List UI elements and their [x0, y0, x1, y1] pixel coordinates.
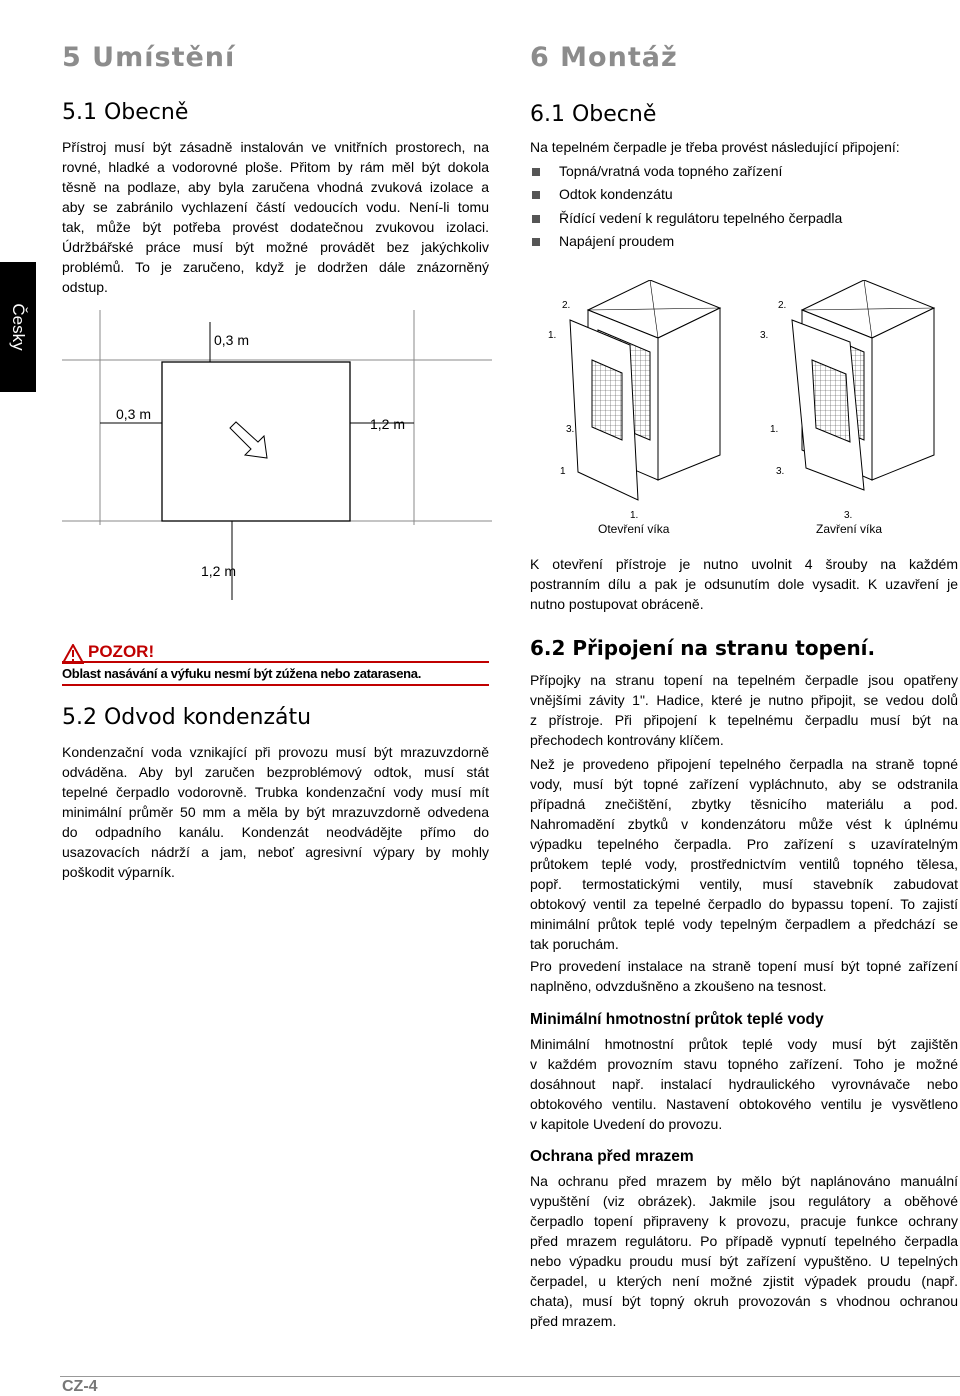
text-line: případná znečištění, zbytky těsnicího materiálu a pod. [530, 796, 958, 812]
section-5-1-body [62, 137, 489, 297]
text-line: naplněno, odvzdušněno a zkoušeno na tesnost. [530, 978, 827, 994]
fig-label-open-1: 2. [562, 300, 571, 311]
text-line: minimální průtok teplé vody tepelným čerpadlem a předchází se [530, 916, 958, 932]
bullet-square-icon [532, 168, 540, 176]
fig-label-close-5: 3. [844, 510, 853, 520]
text-line: rovné, hladké a vodorovné ploše. Přitom by rám měl být dokola [62, 159, 489, 175]
fig-label-open-3: 3. [566, 424, 575, 435]
dim-label-bottom: 1,2 m [201, 563, 237, 579]
text-line: postranním dílu a pak je odsunutím dole vysadit. K uzavření je [530, 576, 958, 592]
text-line: výpadku tepelného čerpadla. Pro zařízení s uzavíratelným [530, 836, 958, 852]
fig-label-close-3: 1. [770, 424, 779, 435]
dim-label-left: 0,3 m [116, 406, 152, 422]
text-line: Na ochranu před mrazem by mělo být naplánováno manuální [530, 1173, 958, 1189]
text-line: obtokového ventilu. Nastavení obtokového ventilu je vysvětleno [530, 1096, 958, 1112]
text-line: aby se zabránilo vychlazení částí vedoucích vodu. Není-li tomu [62, 199, 489, 215]
chapter-title-umisteni: 5 Umístění [62, 42, 236, 73]
fig-label-open-2: 1. [548, 330, 557, 341]
text-line: vody, musí být topné zařízení vypláchnuto, aby se odstranila [530, 776, 958, 792]
language-tab-label: Česky [9, 303, 28, 351]
clearance-diagram [62, 300, 492, 610]
figure-note [530, 554, 958, 614]
text-line: Nahromadění zbytků v kondenzátoru může vést k úplnému [530, 816, 958, 832]
text-line: Přípojky na stranu topení na tepelném čerpadle jsou opatřeny [530, 672, 958, 688]
caption-close-lid: Zavření víka [816, 522, 883, 536]
text-line: Přístroj musí být zásadně instalován ve vnitřních prostorech, na [62, 139, 489, 155]
text-line: Kondenzační voda vznikající při provozu musí být mrazuvzdorně [62, 744, 489, 760]
caption-open-lid: Otevření víka [598, 522, 670, 536]
section-title-6-1: 6.1 Obecně [530, 102, 657, 127]
list-item: Řídící vedení k regulátoru tepelného čerpadla [531, 207, 842, 230]
text-line: v kapitole Uvedení do provozu. [530, 1116, 723, 1132]
text-line: obtokový ventil za tepelné čerpadlo do bypassu topení. To zajistí [530, 896, 958, 912]
text-line: nebo výpadku proudu musí být zařízení vypuštěno. U tepelných [530, 1253, 958, 1269]
text-line: dosáhnout např. instalací hydraulického vyrovnávače nebo [530, 1076, 958, 1092]
frost-body [530, 1171, 958, 1331]
warning-title: POZOR! [88, 642, 155, 661]
text-line: čerpadel, u kterých není možné zjistit výpadek proudu (např. [530, 1273, 958, 1289]
fig-label-close-2: 3. [760, 330, 769, 341]
text-line: před mrazem regulátoru. Po případě vypnutí tepelného čerpadla [530, 1233, 958, 1249]
section-6-2-para-1 [530, 670, 958, 750]
warning-divider-bottom [62, 684, 489, 686]
dim-label-right: 1,2 m [370, 416, 406, 432]
section-6-2-para-2 [530, 754, 958, 954]
text-line: z přístroje. Při připojení k tepelnému čerpadlu musí být na [530, 712, 958, 728]
text-line: K otevření přístroje je nutno uvolnit 4 šrouby na každém [530, 556, 958, 572]
section-title-5-2: 5.2 Odvod kondenzátu [62, 705, 312, 730]
subsection-title-frost: Ochrana před mrazem [530, 1148, 694, 1165]
footer-divider [60, 1376, 960, 1377]
fig-label-close-1: 2. [778, 300, 787, 311]
text-line: tepelné čerpadlo vodorovně. Trubka kondenzační vody musí mít [62, 784, 489, 800]
text-line: poškodit výparník. [62, 864, 175, 880]
text-line: tak poruchám. [530, 936, 619, 952]
list-item: Odtok kondenzátu [531, 183, 842, 206]
bullet-square-icon [532, 215, 540, 223]
section-title-5-1: 5.1 Obecně [62, 100, 189, 125]
text-line: usazovacích nádrží a jam, neboť agresivní výpary by mohly [62, 844, 489, 860]
text-line: Než je provedeno připojení tepelného čerpadla na straně topné [530, 756, 958, 772]
chapter-title-montaz: 6 Montáž [530, 42, 678, 73]
heat-pump-closed [792, 280, 934, 490]
text-line: průtokem teplé vody, prostřednictvím ventilů topného tělesa, [530, 856, 958, 872]
text-line: chata), musí být topný okruh provozován s vhodnou ochranou [530, 1293, 958, 1309]
text-line: v každém provozním stavu topného zařízení. Toho je možné [530, 1056, 958, 1072]
page-number: CZ-4 [62, 1378, 98, 1395]
text-line: Údržbářské práce musí být možné provádět bez jakýchkoliv [62, 239, 489, 255]
list-item: Napájení proudem [531, 230, 842, 253]
text-line: čerpadlo topení připraveny k provozu, pracuje funkce ochrany [530, 1213, 958, 1229]
fig-label-close-4: 3. [776, 466, 785, 477]
text-line: minimální průměr 50 mm a měla by být mrazuvzdorně odvedena [62, 804, 489, 820]
text-line: problémů. To je zaručeno, když je dodržen dále znázorněný [62, 259, 489, 275]
text-line: těsně na podlaze, aby byla zaručena vhodná zvuková izolace a [62, 179, 489, 195]
text-line: vnějšími závity 1". Hadice, které je nutno připojit, se vedou dolů [530, 692, 958, 708]
connection-list [531, 160, 842, 254]
bullet-square-icon [532, 191, 540, 199]
min-flow-body [530, 1034, 958, 1134]
fig-label-open-4: 1 [560, 466, 566, 477]
section-6-2-para-3 [530, 956, 958, 996]
text-line: nutno postupovat obráceně. [530, 596, 704, 612]
text-line: odváděna. Aby byl zaručen bezproblémový odtok, musí stát [62, 764, 489, 780]
text-line: do odpadního kanálu. Kondenzát neodvádějte přímo do [62, 824, 489, 840]
lid-figure [530, 280, 960, 520]
list-item: Topná/vratná voda topného zařízení [531, 160, 842, 183]
section-6-1-intro: Na tepelném čerpadle je třeba provést následující připojení: [530, 139, 900, 155]
text-line: Pro provedení instalace na straně topení musí být topné zařízení [530, 958, 958, 974]
section-5-2-body [62, 742, 489, 882]
warning-text: Oblast nasávání a výfuku nesmí být zúžena nebo zatarasena. [62, 666, 422, 681]
bullet-square-icon [532, 238, 540, 246]
heat-pump-open [570, 280, 720, 500]
language-tab [0, 262, 36, 392]
text-line: vypuštění (viz obrázek). Jakmile jsou regulátory a oběhové [530, 1193, 958, 1209]
fig-label-open-5: 1. [630, 510, 639, 520]
text-line: odstup. [62, 279, 108, 295]
text-line: Minimální hmotnostní průtok teplé vody musí být zajištěn [530, 1036, 958, 1052]
warning-divider-top [62, 661, 489, 663]
subsection-title-min-flow: Minimální hmotnostní průtok teplé vody [530, 1011, 824, 1028]
section-title-6-2: 6.2 Připojení na stranu topení. [530, 636, 876, 660]
text-line: tak, může být potřeba provést dodatečnou zvukovou izolaci. [62, 219, 489, 235]
text-line: popř. termostatickými ventily, musí stavebník zabudovat [530, 876, 958, 892]
text-line: přechodech kontrovány klíčem. [530, 732, 724, 748]
dim-label-top: 0,3 m [214, 332, 250, 348]
text-line: před mrazem. [530, 1313, 617, 1329]
